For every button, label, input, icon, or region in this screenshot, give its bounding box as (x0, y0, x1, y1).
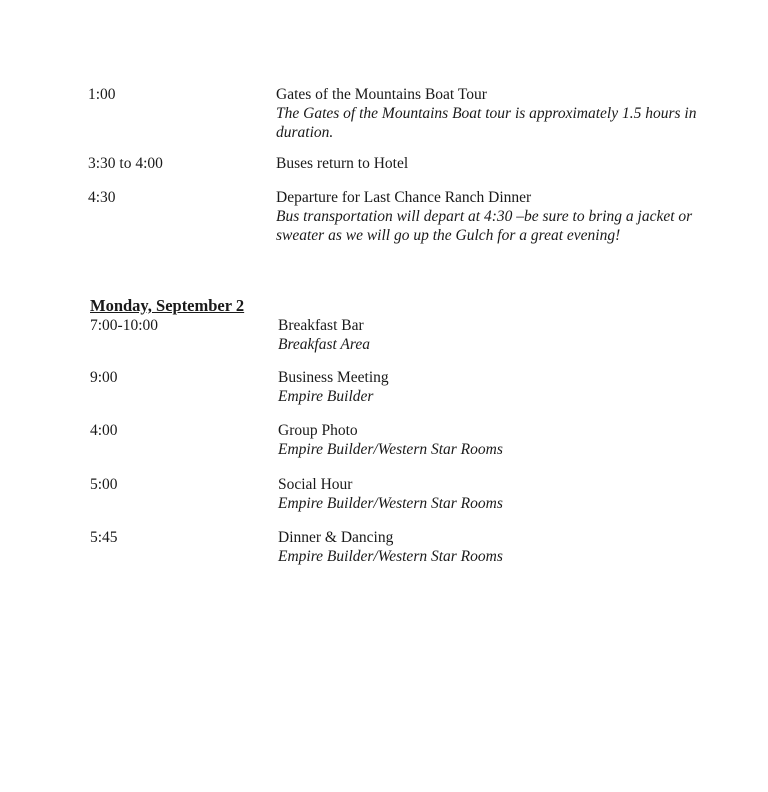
entry-title: Departure for Last Chance Ranch Dinner (276, 189, 532, 206)
entry-note: Bus transportation will depart at 4:30 –be sure to bring a jacket or sweater as we will go up the Gulch for a great evening! (276, 208, 693, 244)
entry-note: The Gates of the Mountains Boat tour is approximately 1.5 hours in duration. (276, 105, 697, 141)
entry-time: 7:00-10:00 (90, 317, 159, 334)
entry-details (278, 475, 718, 513)
entry-title: Buses return to Hotel (276, 155, 409, 172)
entry-time: 3:30 to 4:00 (88, 155, 163, 172)
entry-details (276, 188, 716, 245)
entry-note: Empire Builder/Western Star Rooms (278, 441, 503, 458)
entry-title: Group Photo (278, 422, 358, 439)
entry-time: 9:00 (90, 369, 118, 386)
entry-note: Empire Builder (278, 388, 374, 405)
day-heading: Monday, September 2 (90, 296, 245, 315)
entry-title: Breakfast Bar (278, 317, 364, 334)
entry-time: 4:30 (88, 189, 116, 206)
entry-title: Social Hour (278, 476, 353, 493)
entry-time: 1:00 (88, 86, 116, 103)
entry-details (278, 528, 718, 566)
entry-title: Business Meeting (278, 369, 389, 386)
entry-title: Dinner & Dancing (278, 529, 394, 546)
entry-time: 5:00 (90, 476, 118, 493)
entry-note: Breakfast Area (278, 336, 370, 353)
entry-details (276, 85, 716, 142)
entry-time: 5:45 (90, 529, 118, 546)
entry-details (276, 154, 716, 173)
entry-note: Empire Builder/Western Star Rooms (278, 548, 503, 565)
entry-details (278, 316, 718, 354)
entry-details (278, 368, 718, 406)
entry-time: 4:00 (90, 422, 118, 439)
entry-note: Empire Builder/Western Star Rooms (278, 495, 503, 512)
entry-details (278, 421, 718, 459)
entry-title: Gates of the Mountains Boat Tour (276, 86, 487, 103)
